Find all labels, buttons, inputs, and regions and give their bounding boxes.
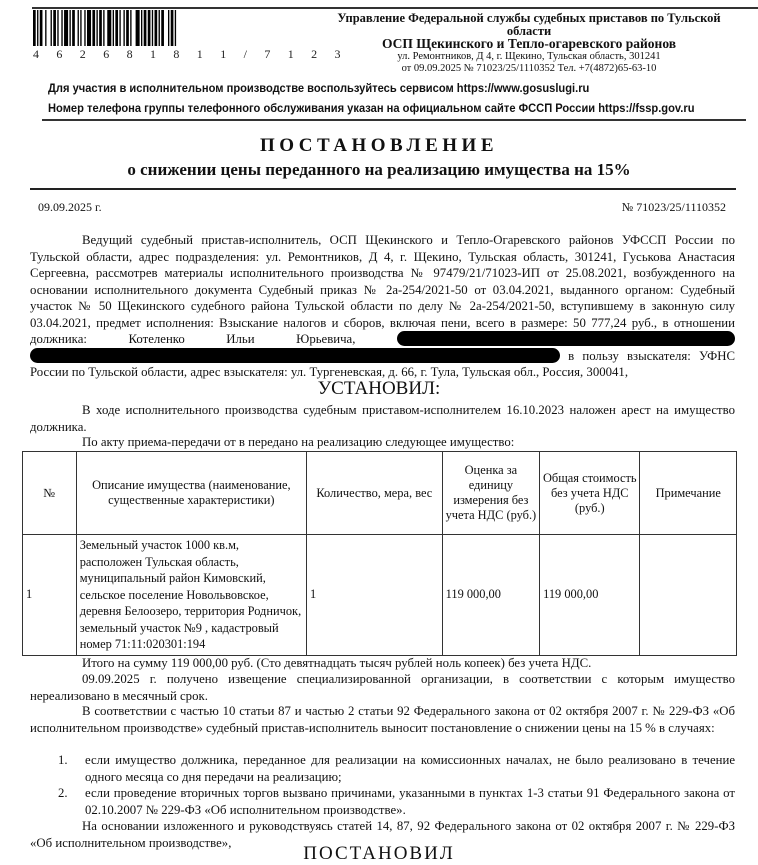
title-divider bbox=[30, 188, 736, 190]
list-marker: 1. bbox=[58, 753, 68, 767]
list-item bbox=[30, 752, 735, 785]
barcode-bar bbox=[87, 10, 91, 46]
header-note: Примечание bbox=[640, 452, 737, 535]
org-subdivision: ОСП Щекинского и Тепло-огаревского районов bbox=[381, 36, 677, 51]
barcode-bar bbox=[33, 10, 36, 46]
property-table bbox=[22, 451, 737, 656]
barcode-bar bbox=[40, 10, 43, 46]
transfer-paragraph: По акту приема-передачи от в передано на реализацию следующее имущество: bbox=[82, 435, 515, 449]
barcode-bar bbox=[37, 10, 38, 46]
gosuslugi-notice: Для участия в исполнительном производстве воспользуйтесь сервисом https://www.gosuslugi.ru bbox=[48, 82, 590, 95]
barcode-bar bbox=[144, 10, 147, 46]
org-address: ул. Ремонтников, Д 4, г. Щекино, Тульская область, 301241 bbox=[397, 50, 661, 62]
total-paragraph: Итого на сумму 119 000,00 руб. (Сто девятнадцать тысяч рублей ноль копеек) без учета НДС. bbox=[82, 656, 592, 670]
header-description: Описание имущества (наименование, существенные характеристики) bbox=[76, 452, 306, 535]
document-subtitle: о снижении цены переданного на реализацию имущества на 15% bbox=[127, 160, 631, 179]
cell-note bbox=[640, 535, 737, 656]
barcode-bar bbox=[168, 10, 169, 46]
barcode-bar bbox=[123, 10, 124, 46]
org-name: Управление Федеральной службы судебных приставов по Тульской области bbox=[337, 11, 721, 38]
organization-header bbox=[320, 12, 738, 75]
intro-paragraph bbox=[30, 232, 735, 381]
intro-text-part1: Ведущий судебный пристав-исполнитель, ОСП Щекинского и Тепло-Огаревского районов УФССП России по Тульской области, адрес подразделения: ул. Ремонтников, Д 4, г. Щекино, Тульская область, 301241, Гуськова Анастасия Сергеевна, рассмотрев материалы исполнительного производства № 97479/21/71023-ИП от 25.08.2021, возбужденного на основании исполнительного документа Судебный приказ № 2а-254/2021-50 от 03.04.2021, выданного органом: Судебный участок № 50 Щекинского судебного района Тульской области по делу № 2а-254/2021-50, вступившему в законную силу 03.04.2021, предмет исполнения: Взыскание налогов и сборов, включая пени, всего в размере: 50 777,24 руб., в отношении должника: Котеленко Ильи Юрьевича, bbox=[30, 233, 735, 346]
barcode-bar bbox=[175, 10, 176, 46]
list-item-text: если имущество должника, переданное для реализации на комиссионных началах, не было реализовано в течение одного месяца со дня передачи на реализацию; bbox=[85, 753, 735, 784]
table-header-row bbox=[23, 452, 737, 535]
barcode-bar bbox=[45, 10, 46, 46]
barcode-bar bbox=[61, 10, 62, 46]
barcode-bar bbox=[57, 10, 58, 46]
barcode-bar bbox=[136, 10, 140, 46]
cases-list-item-1 bbox=[30, 752, 735, 785]
law-paragraph: В соответствии с частью 10 статьи 87 и частью 2 статьи 92 Федерального закона от 02 октября 2007 г. № 229-ФЗ «Об исполнительном производстве» судебный пристав-исполнитель выносит постановление о снижении цены на 15 % в случаях: bbox=[30, 704, 735, 735]
list-marker: 2. bbox=[58, 786, 68, 800]
established-heading: УСТАНОВИЛ: bbox=[317, 378, 441, 399]
list-item-text: если проведение вторичных торгов вызвано причинами, указанными в пунктах 1-3 статьи 91 Федерального закона от 02.10.2007 № 229-ФЗ «Об исполнительном производстве». bbox=[85, 786, 735, 817]
barcode-bar bbox=[92, 10, 95, 46]
barcode-bar bbox=[69, 10, 70, 46]
cell-description: Земельный участок 1000 кв.м, расположен Тульская область, муниципальный район Кимовский, сельское поселение Новольвовское, деревня Белоозеро, территория Родничок, земельный участок №9 , кадастровый номер 71:11:020301:194 bbox=[76, 535, 306, 656]
notification-paragraph: 09.09.2025 г. получено извещение специализированной организации, в соответствии с которым имущество нереализовано в месячный срок. bbox=[30, 672, 735, 703]
barcode-bar bbox=[107, 10, 111, 46]
cell-number: 1 bbox=[23, 535, 77, 656]
document-number: № 71023/25/1110352 bbox=[621, 200, 726, 214]
header-total: Общая стоимость без учета НДС (руб.) bbox=[540, 452, 640, 535]
list-item bbox=[30, 785, 735, 818]
barcode-digits: 4 6 2 6 8 1 8 1 1 / 7 1 2 3 bbox=[33, 47, 348, 61]
header-unit-price: Оценка за единицу измерения без учета НДС (руб.) bbox=[442, 452, 539, 535]
header-divider bbox=[42, 119, 746, 121]
barcode-bar bbox=[152, 10, 153, 46]
cell-total: 119 000,00 bbox=[540, 535, 640, 656]
barcode-bar bbox=[72, 10, 75, 46]
barcode-bar bbox=[51, 10, 52, 46]
intro-text-part2: в пользу взыскателя: УФНС России по Тульской области, адрес взыскателя: ул. Тургеневская, д. 66, г. Тула, Тульская обл., Россия, 300041, bbox=[30, 348, 735, 379]
barcode-bar bbox=[126, 10, 129, 46]
barcode-bar bbox=[141, 10, 142, 46]
resolved-heading: ПОСТАНОВИЛ bbox=[303, 843, 455, 864]
header-quantity: Количество, мера, вес bbox=[307, 452, 443, 535]
barcode-bar bbox=[161, 10, 164, 46]
barcode-bar bbox=[103, 10, 104, 46]
document-title: ПОСТАНОВЛЕНИЕ bbox=[259, 135, 499, 156]
cases-list-item-2 bbox=[30, 785, 735, 818]
document-date: 09.09.2025 г. bbox=[38, 200, 102, 214]
redaction-block bbox=[397, 331, 735, 346]
barcode-bar bbox=[155, 10, 158, 46]
phone-notice: Номер телефона группы телефонного обслуживания указан на официальном сайте ФССП России https://fssp.gov.ru bbox=[48, 102, 695, 115]
barcode-bar bbox=[130, 10, 131, 46]
redaction-block bbox=[30, 348, 560, 363]
header-top-rule bbox=[32, 7, 758, 9]
arrest-paragraph: В ходе исполнительного производства судебным приставом-исполнителем 16.10.2023 наложен арест на имущество должника. bbox=[30, 403, 735, 434]
barcode-bar bbox=[84, 10, 85, 46]
cell-unit-price: 119 000,00 bbox=[442, 535, 539, 656]
header-number: № bbox=[23, 452, 77, 535]
barcode-bar bbox=[113, 10, 114, 46]
barcode-bar bbox=[53, 10, 56, 46]
barcode-bar bbox=[80, 10, 81, 46]
basis-paragraph: На основании изложенного и руководствуясь статей 14, 87, 92 Федерального закона от 02 октября 2007 г. № 229-ФЗ «Об исполнительном производстве», bbox=[30, 819, 735, 850]
barcode-bar bbox=[99, 10, 102, 46]
barcode-bar bbox=[119, 10, 120, 46]
barcode-bar bbox=[78, 10, 79, 46]
barcode-bar bbox=[96, 10, 97, 46]
table-row bbox=[23, 535, 737, 656]
cell-quantity: 1 bbox=[307, 535, 443, 656]
barcode-bar bbox=[115, 10, 118, 46]
org-reference-line: от 09.09.2025 № 71023/25/1110352 Тел. +7(4872)65-63-10 bbox=[401, 62, 657, 74]
barcode-bar bbox=[64, 10, 68, 46]
barcode-bar bbox=[171, 10, 174, 46]
barcode-icon bbox=[33, 10, 261, 46]
barcode-bar bbox=[159, 10, 160, 46]
barcode-bar bbox=[148, 10, 151, 46]
